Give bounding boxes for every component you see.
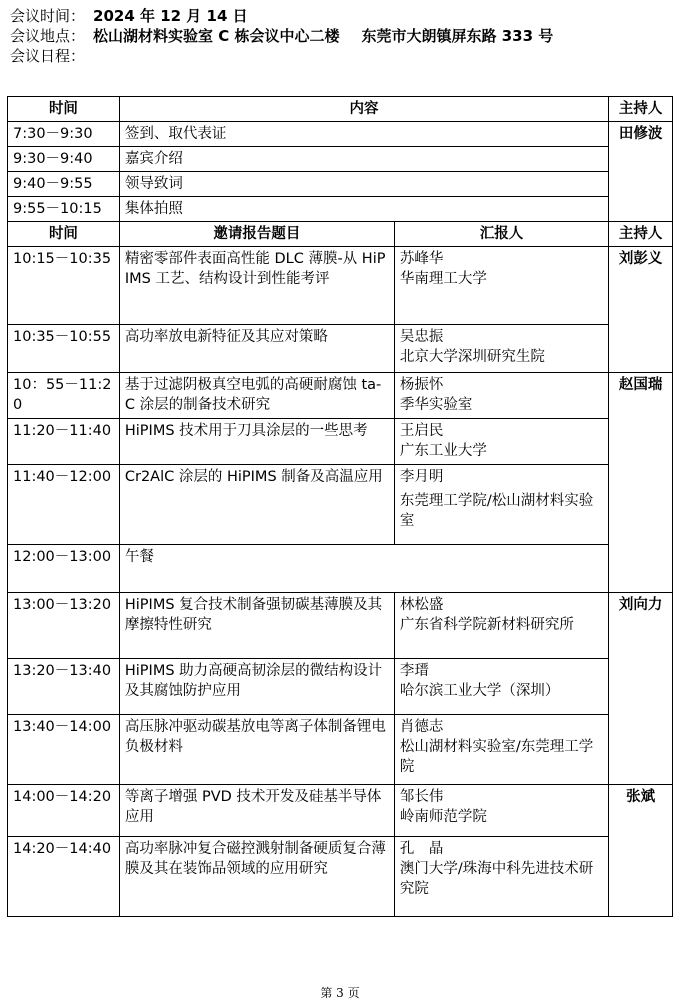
- time-cell: 13:40－14:00: [8, 715, 120, 785]
- table-row: [8, 785, 673, 837]
- reporter-cell: [394, 715, 608, 785]
- reporter-name: 王启民: [399, 423, 444, 439]
- topic-cell: 精密零部件表面高性能 DLC 薄膜-从 HiPIMS 工艺、结构设计到性能考评: [119, 247, 394, 325]
- table-header-row: [8, 97, 673, 122]
- reporter-cell: [394, 465, 608, 545]
- host-cell: 刘向力: [609, 593, 673, 785]
- reporter-affiliation: 松山湖材料实验室/东莞理工学院: [399, 739, 594, 775]
- time-cell: 9:55－10:15: [8, 197, 120, 222]
- topic-cell: Cr2AlC 涂层的 HiPIMS 制备及高温应用: [119, 465, 394, 545]
- content-cell: 午餐: [119, 545, 608, 593]
- host-cell: 张斌: [609, 785, 673, 917]
- schedule-table: [7, 96, 673, 917]
- table-row: [8, 373, 673, 419]
- meeting-location-label: 会议地点：: [10, 27, 86, 45]
- host-cell: 田修波: [609, 122, 673, 222]
- time-cell: 10：55－11:20: [8, 373, 120, 419]
- header-content: 内容: [119, 97, 608, 122]
- reporter-cell: [394, 659, 608, 715]
- reporter-name: 邹长伟: [399, 789, 444, 805]
- time-cell: 13:20－13:40: [8, 659, 120, 715]
- header-topic: 邀请报告题目: [119, 222, 394, 247]
- reporter-affiliation: 岭南师范学院: [399, 809, 487, 825]
- content-cell: 嘉宾介绍: [119, 147, 608, 172]
- time-cell: 7:30－9:30: [8, 122, 120, 147]
- time-cell: 11:40－12:00: [8, 465, 120, 545]
- header-host: 主持人: [609, 97, 673, 122]
- table-row: [8, 545, 673, 593]
- reporter-cell: [394, 837, 608, 917]
- meeting-time-label: 会议时间：: [10, 7, 86, 25]
- reporter-affiliation: 澳门大学/珠海中科先进技术研究院: [399, 861, 594, 897]
- table-row: [8, 593, 673, 659]
- topic-cell: HiPIMS 复合技术制备强韧碳基薄膜及其摩擦特性研究: [119, 593, 394, 659]
- reporter-cell: [394, 785, 608, 837]
- reporter-name: 肖德志: [399, 719, 444, 735]
- host-cell: 刘彭义: [609, 247, 673, 373]
- table-row: [8, 147, 673, 172]
- topic-cell: 高压脉冲驱动碳基放电等离子体制备锂电负极材料: [119, 715, 394, 785]
- meeting-location-row: [10, 26, 553, 46]
- topic-cell: HiPIMS 技术用于刀具涂层的一些思考: [119, 419, 394, 465]
- reporter-affiliation: 广东工业大学: [399, 443, 487, 459]
- reporter-name: 孔 晶: [399, 841, 444, 857]
- table-row: [8, 837, 673, 917]
- reporter-affiliation: 北京大学深圳研究生院: [399, 349, 545, 365]
- meeting-agenda-row: [10, 46, 553, 66]
- time-cell: 10:35－10:55: [8, 325, 120, 373]
- table-row: [8, 465, 673, 545]
- content-cell: 领导致词: [119, 172, 608, 197]
- time-cell: 10:15－10:35: [8, 247, 120, 325]
- table-row: [8, 172, 673, 197]
- reporter-cell: [394, 247, 608, 325]
- reporter-affiliation: 华南理工大学: [399, 271, 487, 287]
- host-cell: 赵国瑞: [609, 373, 673, 593]
- reporter-cell: [394, 325, 608, 373]
- page-number: 第 3 页: [320, 986, 360, 1000]
- topic-cell: 高功率放电新特征及其应对策略: [119, 325, 394, 373]
- content-cell: 签到、取代表证: [119, 122, 608, 147]
- topic-cell: HiPIMS 助力高硬高韧涂层的微结构设计及其腐蚀防护应用: [119, 659, 394, 715]
- table-row: [8, 715, 673, 785]
- reporter-cell: [394, 419, 608, 465]
- topic-cell: 基于过滤阴极真空电弧的高硬耐腐蚀 ta-C 涂层的制备技术研究: [119, 373, 394, 419]
- reporter-name: 杨振怀: [399, 377, 444, 393]
- time-cell: 9:30－9:40: [8, 147, 120, 172]
- talks-header-row: [8, 222, 673, 247]
- reporter-cell: [394, 373, 608, 419]
- table-row: [8, 247, 673, 325]
- topic-cell: 等离子增强 PVD 技术开发及硅基半导体应用: [119, 785, 394, 837]
- table-row: [8, 325, 673, 373]
- meeting-agenda-label: 会议日程：: [10, 47, 86, 65]
- reporter-affiliation: 东莞理工学院/松山湖材料实验室: [399, 493, 594, 529]
- reporter-affiliation: 季华实验室: [399, 397, 473, 413]
- time-cell: 14:20－14:40: [8, 837, 120, 917]
- time-cell: 14:00－14:20: [8, 785, 120, 837]
- topic-cell: 高功率脉冲复合磁控溅射制备硬质复合薄膜及其在装饰品领域的应用研究: [119, 837, 394, 917]
- reporter-name: 林松盛: [399, 597, 444, 613]
- header-time: 时间: [8, 222, 120, 247]
- header-reporter: 汇报人: [394, 222, 608, 247]
- reporter-affiliation: 广东省科学院新材料研究所: [399, 617, 574, 633]
- reporter-name: 李月明: [399, 469, 444, 485]
- time-cell: 9:40－9:55: [8, 172, 120, 197]
- table-row: [8, 419, 673, 465]
- header-host: 主持人: [609, 222, 673, 247]
- header-time: 时间: [8, 97, 120, 122]
- table-row: [8, 122, 673, 147]
- reporter-cell: [394, 593, 608, 659]
- reporter-affiliation: 哈尔滨工业大学（深圳）: [399, 683, 560, 699]
- meeting-time-row: [10, 6, 553, 26]
- table-row: [8, 197, 673, 222]
- time-cell: 11:20－11:40: [8, 419, 120, 465]
- reporter-name: 李瑨: [399, 663, 429, 679]
- meeting-time-value: 2024 年 12 月 14 日: [93, 7, 248, 25]
- time-cell: 12:00－13:00: [8, 545, 120, 593]
- meeting-address: 东莞市大朗镇屏东路 333 号: [361, 27, 554, 45]
- meeting-info: [10, 6, 553, 66]
- table-row: [8, 659, 673, 715]
- time-cell: 13:00－13:20: [8, 593, 120, 659]
- reporter-name: 吴忠振: [399, 329, 444, 345]
- meeting-location-value: 松山湖材料实验室 C 栋会议中心二楼: [93, 27, 340, 45]
- reporter-name: 苏峰华: [399, 251, 444, 267]
- content-cell: 集体拍照: [119, 197, 608, 222]
